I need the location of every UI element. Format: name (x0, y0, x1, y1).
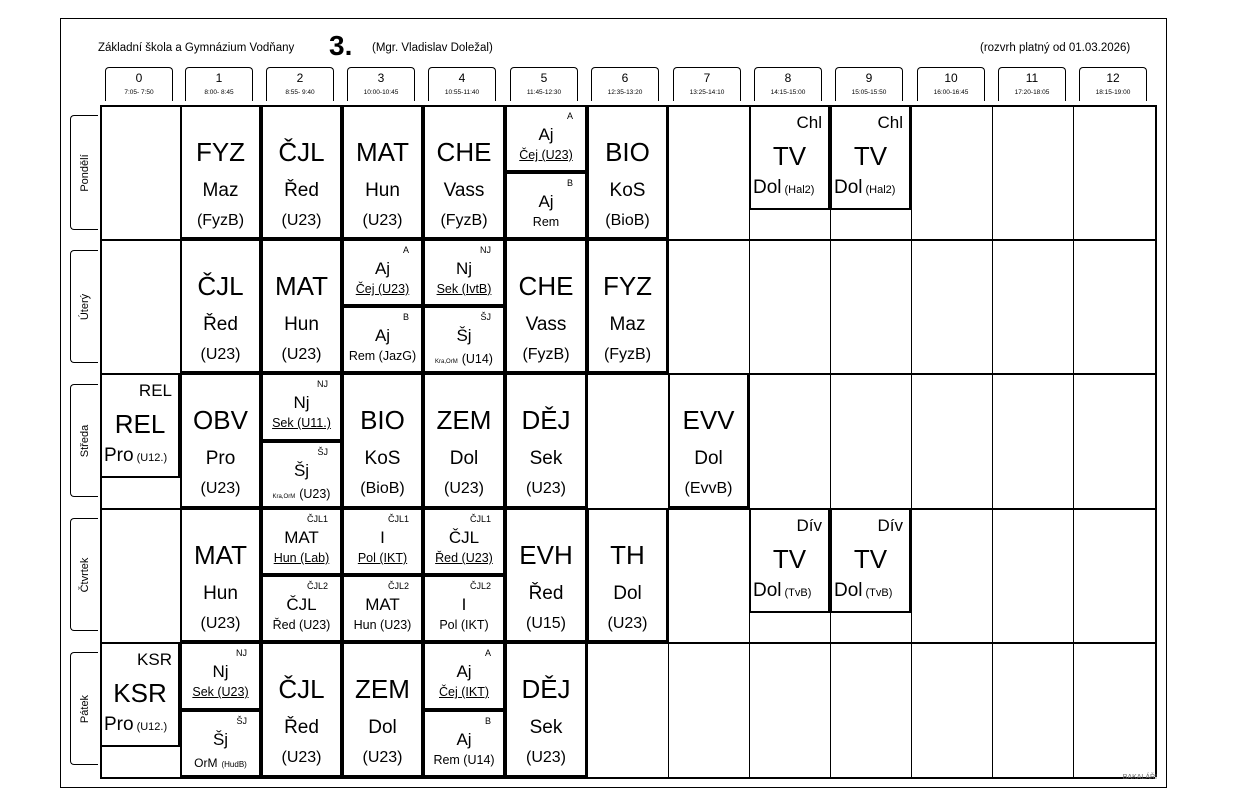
day-label: Středa (78, 424, 91, 457)
lesson-teachers: Kra,OrM (272, 494, 296, 500)
split-lesson-card[interactable] (423, 710, 505, 777)
lesson-card[interactable] (261, 105, 342, 239)
period-time: 16:00-16:45 (933, 89, 969, 96)
lesson-card[interactable] (342, 373, 423, 508)
lesson-subject: CHE (518, 271, 574, 301)
lesson-subject: DĚJ (521, 674, 571, 704)
lesson-card[interactable] (587, 105, 668, 239)
period-time: 11:45-12:30 (526, 89, 562, 96)
teacher-room-line: Rem (532, 215, 560, 229)
lesson-card[interactable] (505, 508, 587, 642)
lesson-card[interactable] (100, 373, 180, 478)
lesson-subject: TV (853, 141, 888, 171)
lesson-subject: OBV (193, 405, 248, 435)
split-lesson-card[interactable] (261, 373, 342, 441)
period-time: 10:00-10:45 (363, 89, 399, 96)
lesson-subject: MAT (194, 540, 247, 570)
lesson-card[interactable] (587, 508, 668, 642)
lesson-teacher: Dol (368, 717, 397, 738)
lesson-card[interactable] (830, 105, 911, 210)
lesson-subject: ČJL (448, 528, 480, 547)
period-number: 7 (703, 71, 711, 85)
lesson-room: (U23) (443, 480, 484, 497)
period-time: 12:35-13:20 (607, 89, 643, 96)
day-tab-0 (70, 115, 98, 230)
day-tab-4 (70, 652, 98, 765)
lesson-subject: MAT (356, 137, 409, 167)
lesson-room: (U12.) (136, 721, 168, 733)
lesson-teacher: Řed (203, 314, 238, 335)
period-time: 8:00- 8:45 (204, 89, 234, 96)
lesson-subject: Aj (538, 125, 554, 144)
lesson-room: (U23) (281, 346, 322, 363)
lesson-teachers: OrM (194, 756, 218, 770)
lesson-card[interactable] (261, 642, 342, 777)
lesson-subject: MAT (365, 595, 400, 614)
group-label: NJ (317, 379, 328, 389)
lesson-subject: Šj (293, 461, 310, 480)
group-label: A (566, 111, 573, 121)
group-label: ČJL2 (469, 581, 491, 591)
period-number: 5 (540, 71, 548, 85)
period-header-1 (185, 67, 253, 101)
lesson-subject: ZEM (355, 674, 410, 704)
lesson-subject: ZEM (436, 405, 492, 435)
lesson-subject: DĚJ (521, 405, 571, 435)
lesson-teacher: Dol (834, 580, 863, 601)
lesson-room: (U23) (525, 480, 566, 497)
split-lesson-card[interactable] (180, 642, 261, 710)
lesson-card[interactable] (668, 373, 749, 508)
lesson-room: (U23) (200, 346, 241, 363)
lesson-teacher: Dol (834, 177, 863, 198)
period-number: 1 (215, 71, 223, 85)
teacher-room-line (753, 177, 814, 199)
day-tab-1 (70, 250, 98, 363)
group-label: ČJL1 (306, 514, 328, 524)
lesson-teachers: Kra,OrM (435, 359, 458, 365)
teacher-room-line: Sek (U23) (192, 685, 249, 699)
period-header-7 (673, 67, 741, 101)
lesson-room: (U23) (299, 487, 331, 501)
period-time: 17:20-18:05 (1014, 89, 1050, 96)
lesson-card[interactable] (261, 239, 342, 373)
split-lesson-card[interactable] (423, 508, 505, 575)
lesson-card[interactable] (342, 642, 423, 777)
period-number: 12 (1106, 71, 1120, 85)
lesson-teacher: Maz (609, 314, 646, 335)
lesson-room: (U23) (281, 212, 322, 229)
day-tab-2 (70, 384, 98, 497)
teacher-room-line (182, 754, 259, 772)
period-header-5 (510, 67, 578, 101)
lesson-card[interactable] (749, 508, 830, 613)
period-header-0 (105, 67, 173, 101)
lesson-card[interactable] (180, 373, 261, 508)
teacher-room-line: Čej (U23) (355, 282, 410, 296)
group-label: KSR (137, 650, 172, 669)
lesson-subject: TH (610, 540, 645, 570)
lesson-room: (U12.) (136, 452, 168, 464)
teacher-room-line: Hun (Lab) (273, 551, 330, 565)
lesson-room: (TvB) (865, 587, 893, 599)
lesson-subject: ČJL (286, 595, 317, 614)
group-label: ČJL2 (387, 581, 409, 591)
lesson-card[interactable] (830, 508, 911, 613)
period-header-11 (998, 67, 1066, 101)
lesson-subject: ČJL (197, 271, 244, 301)
split-lesson-card[interactable] (505, 105, 587, 172)
lesson-card[interactable] (587, 239, 668, 373)
group-label: B (566, 178, 573, 188)
teacher-room-line: Sek (IvtB) (436, 282, 492, 296)
teacher-room-line (263, 485, 340, 503)
lesson-card[interactable] (100, 642, 180, 747)
lesson-room: (U23) (525, 749, 566, 766)
lesson-teacher: Hun (365, 180, 400, 201)
period-number: 11 (1025, 71, 1039, 85)
grid-col-line (911, 105, 912, 777)
period-time: 10:55-11:40 (444, 89, 480, 96)
lesson-room: (BioB) (360, 480, 405, 497)
lesson-teacher: Dol (753, 177, 782, 198)
teacher-room-line: Sek (U11.) (272, 416, 331, 430)
lesson-room: (U15) (525, 615, 566, 632)
lesson-room: (BioB) (605, 212, 650, 229)
lesson-subject: CHE (436, 137, 492, 167)
period-time: 18:15-19:00 (1095, 89, 1131, 96)
period-header-10 (917, 67, 985, 101)
group-label: Dív (877, 516, 903, 535)
grid-col-line (992, 105, 993, 777)
lesson-teacher: Vass (443, 180, 485, 201)
split-lesson-card[interactable] (423, 575, 505, 642)
period-number: 6 (621, 71, 629, 85)
lesson-room: (U23) (200, 615, 241, 632)
lesson-teacher: Pro (104, 714, 134, 735)
group-label: ŠJ (317, 447, 328, 457)
lesson-subject: BIO (360, 405, 405, 435)
group-label: ČJL1 (469, 514, 491, 524)
period-time: 14:15-15:00 (770, 89, 806, 96)
class-name: 3. (329, 30, 353, 61)
lesson-teacher: Vass (525, 314, 567, 335)
lesson-teacher: Řed (284, 717, 319, 738)
bakalari-logo: BAKALÁŘI (1122, 774, 1157, 781)
group-label: Chl (877, 113, 903, 132)
lesson-teacher: Řed (284, 180, 319, 201)
lesson-subject: Šj (212, 730, 229, 749)
split-lesson-card[interactable] (342, 508, 423, 575)
teacher-room-line: Hun (U23) (353, 618, 412, 632)
lesson-subject: Aj (456, 730, 472, 749)
period-number: 9 (865, 71, 873, 85)
lesson-teacher: Dol (694, 448, 723, 469)
lesson-room: (U23) (200, 480, 241, 497)
group-label: B (484, 716, 491, 726)
lesson-teacher: Hun (203, 583, 238, 604)
day-label: Pondělí (78, 153, 91, 192)
teacher-room-line: Čej (IKT) (439, 685, 489, 699)
lesson-teacher: Řed (528, 583, 564, 604)
group-label: B (402, 312, 409, 322)
period-header-8 (754, 67, 822, 101)
group-label: A (402, 245, 409, 255)
period-number: 3 (377, 71, 385, 85)
teacher-room-line (104, 445, 167, 467)
lesson-teacher: KoS (364, 448, 401, 469)
period-number: 2 (296, 71, 304, 85)
lesson-room: (TvB) (784, 587, 812, 599)
lesson-teacher: Pro (104, 445, 134, 466)
split-lesson-card[interactable] (342, 306, 423, 373)
lesson-subject: KSR (113, 678, 167, 708)
lesson-card[interactable] (423, 105, 505, 239)
lesson-room: (U23) (362, 212, 403, 229)
split-lesson-card[interactable] (180, 710, 261, 777)
lesson-room: (FyzB) (196, 212, 245, 229)
lesson-room: (FyzB) (440, 212, 488, 229)
grid-col-line (1073, 105, 1074, 777)
lesson-room: (FyzB) (603, 346, 652, 363)
teacher-room-line (834, 177, 895, 199)
lesson-subject: I (461, 595, 467, 614)
teacher-room-line: Rem (JazG) (348, 349, 417, 363)
lesson-subject: Aj (374, 326, 391, 345)
day-label: Čtvrtek (78, 557, 91, 592)
split-lesson-card[interactable] (261, 441, 342, 508)
lesson-subject: REL (114, 409, 166, 439)
lesson-card[interactable] (505, 642, 587, 777)
day-label: Pátek (78, 694, 91, 723)
group-label: ŠJ (480, 312, 491, 322)
split-lesson-card[interactable] (423, 306, 505, 373)
group-label: ŠJ (236, 716, 247, 726)
period-header-12 (1079, 67, 1147, 101)
teacher-room-line (834, 580, 892, 602)
split-lesson-card[interactable] (261, 575, 342, 642)
grid-col-line (1155, 105, 1157, 777)
lesson-room: (U23) (362, 749, 403, 766)
lesson-subject: I (380, 528, 385, 547)
lesson-room: (U14) (461, 352, 493, 366)
split-lesson-card[interactable] (261, 508, 342, 575)
lesson-card[interactable] (180, 508, 261, 642)
lesson-subject: ČJL (278, 137, 325, 167)
period-header-4 (428, 67, 496, 101)
teacher-room-line: Řed (U23) (272, 618, 331, 632)
lesson-subject: ČJL (278, 674, 325, 704)
lesson-teacher: Sek (529, 717, 563, 738)
group-label: REL (138, 381, 172, 400)
lesson-card[interactable] (505, 373, 587, 508)
lesson-subject: FYZ (195, 137, 246, 167)
lesson-subject: FYZ (602, 271, 653, 301)
school-name: Základní škola a Gymnázium Vodňany (98, 42, 295, 54)
group-label: Dív (796, 516, 822, 535)
lesson-room: (U23) (607, 615, 648, 632)
split-lesson-card[interactable] (423, 239, 505, 306)
lesson-subject: MAT (275, 271, 328, 301)
lesson-room: (Hal2) (865, 184, 896, 196)
lesson-card[interactable] (342, 105, 423, 239)
day-tab-3 (70, 518, 98, 631)
lesson-subject: Nj (293, 393, 310, 412)
lesson-teacher: Dol (753, 580, 782, 601)
lesson-subject: EVV (682, 405, 735, 435)
lesson-card[interactable] (180, 239, 261, 373)
period-header-3 (347, 67, 415, 101)
lesson-subject: BIO (605, 137, 650, 167)
lesson-subject: Aj (538, 192, 554, 211)
lesson-subject: Nj (212, 662, 229, 681)
lesson-card[interactable] (749, 105, 830, 210)
lesson-subject: EVH (519, 540, 573, 570)
group-label: A (484, 648, 491, 658)
period-number: 8 (784, 71, 792, 85)
teacher-room-line (425, 350, 503, 368)
teacher-room-line: Rem (U14) (433, 753, 495, 767)
lesson-teacher: Dol (449, 448, 479, 469)
period-number: 10 (944, 71, 958, 85)
lesson-card[interactable] (423, 373, 505, 508)
valid-from: (rozvrh platný od 01.03.2026) (980, 42, 1131, 54)
teacher-room-line (104, 714, 167, 736)
lesson-subject: Aj (456, 662, 472, 681)
lesson-teacher: Dol (613, 583, 642, 604)
group-label: NJ (480, 245, 491, 255)
group-label: NJ (236, 648, 247, 658)
period-header-6 (591, 67, 659, 101)
grid-row-line (100, 777, 1155, 779)
teacher-room-line: Pol (IKT) (439, 618, 489, 632)
split-lesson-card[interactable] (423, 642, 505, 710)
lesson-teacher: Maz (202, 180, 239, 201)
lesson-subject: Šj (456, 326, 472, 345)
period-header-2 (266, 67, 334, 101)
teacher-room-line: Pol (IKT) (357, 551, 408, 565)
lesson-subject: Nj (455, 259, 473, 278)
class-teacher: (Mgr. Vladislav Doležal) (372, 42, 493, 54)
teacher-room-line: Čej (U23) (519, 148, 573, 162)
lesson-room: (EvvB) (684, 480, 733, 497)
lesson-room: (Hal2) (784, 184, 815, 196)
split-lesson-card[interactable] (505, 172, 587, 239)
lesson-subject: TV (772, 141, 807, 171)
lesson-teacher: Pro (205, 448, 236, 469)
period-header-9 (835, 67, 903, 101)
lesson-room: (U23) (281, 749, 322, 766)
lesson-card[interactable] (180, 105, 261, 239)
day-label: Úterý (78, 293, 91, 320)
teacher-room-line: Řed (U23) (435, 551, 493, 565)
lesson-subject: MAT (284, 528, 319, 547)
period-time: 13:25-14:10 (689, 89, 725, 96)
lesson-teacher: Sek (529, 448, 563, 469)
group-label: Chl (796, 113, 822, 132)
lesson-teacher: KoS (609, 180, 646, 201)
period-time: 7:05- 7:50 (124, 89, 154, 96)
lesson-teacher: Hun (284, 314, 319, 335)
lesson-subject: Aj (374, 259, 391, 278)
group-label: ČJL2 (306, 581, 328, 591)
split-lesson-card[interactable] (342, 575, 423, 642)
teacher-room-line (753, 580, 811, 602)
lesson-card[interactable] (505, 239, 587, 373)
lesson-room: (HudB) (221, 760, 247, 769)
period-time: 15:05-15:50 (851, 89, 887, 96)
period-time: 8:55- 9:40 (285, 89, 315, 96)
group-label: ČJL1 (387, 514, 409, 524)
lesson-subject: TV (772, 544, 807, 574)
lesson-subject: TV (853, 544, 888, 574)
lesson-room: (FyzB) (522, 346, 570, 363)
period-number: 4 (458, 71, 466, 85)
period-number: 0 (135, 71, 143, 85)
split-lesson-card[interactable] (342, 239, 423, 306)
